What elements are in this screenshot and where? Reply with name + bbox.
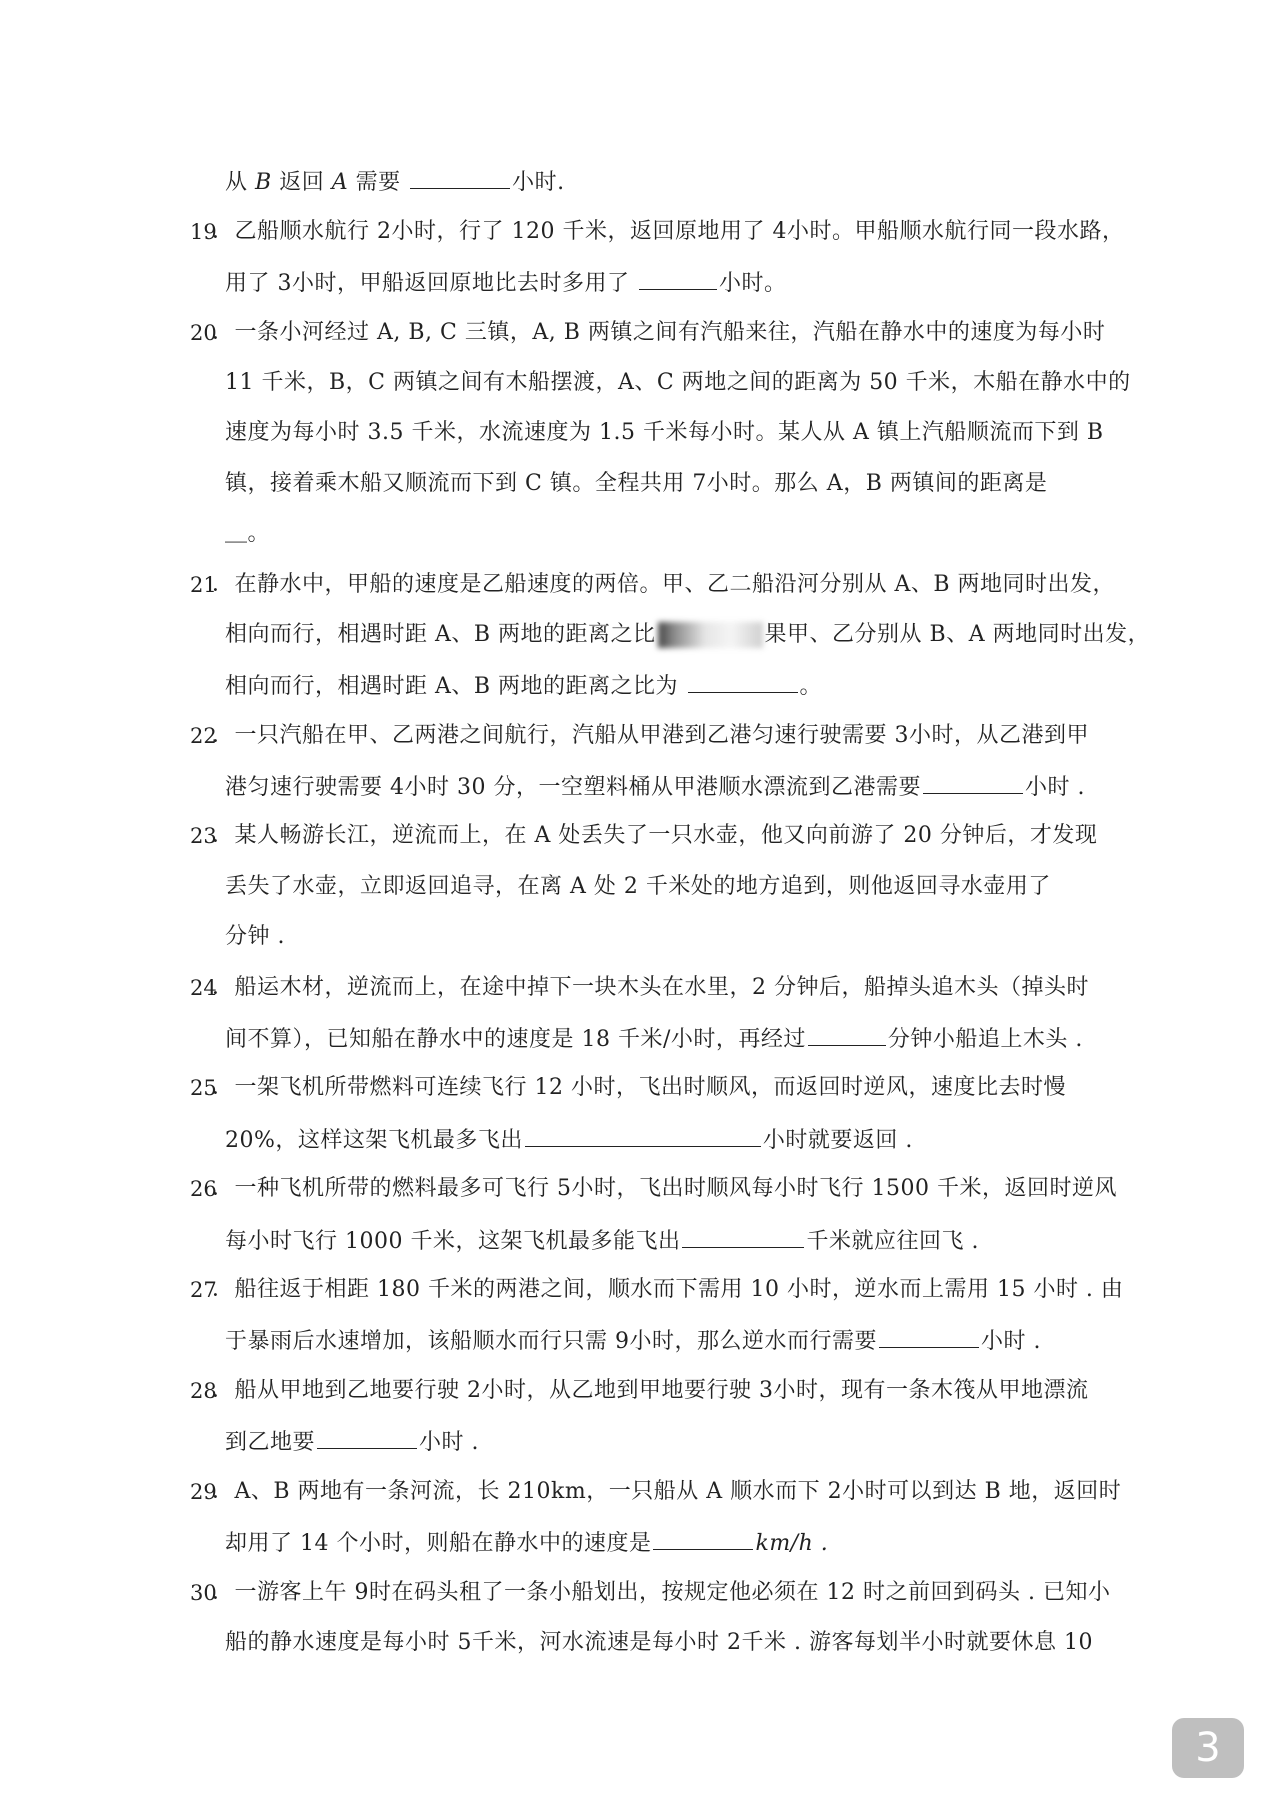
question-number-21: 21 <box>190 573 217 597</box>
text: 用了 3小时，甲船返回原地比去时多用了 <box>225 271 630 296</box>
q27-line-1: ．船往返于相距 180 千米的两港之间，顺水而下需用 10 小时，逆水而上需用 15 小时 . 由 <box>212 1277 1124 1302</box>
q28-line-1: ．船从甲地到乙地要行驶 2小时，从乙地到甲地要行驶 3小时，现有一条木筏从甲地漂流 <box>212 1378 1089 1403</box>
question-number-28: 28 <box>190 1379 217 1403</box>
q20-line-1: ．一条小河经过 A, B, C 三镇，A, B 两镇之间有汽船来往，汽船在静水中的速度为每小时 <box>212 320 1106 345</box>
q30-line-2: 船的静水速度是每小时 5千米，河水流速是每小时 2千米 . 游客每划半小时就要休息 10 <box>225 1630 1093 1655</box>
question-number-19: 19 <box>190 220 217 244</box>
q20-line-4: 镇，接着乘木船又顺流而下到 C 镇。全程共用 7小时。那么 A，B 两镇间的距离是 <box>225 471 1048 496</box>
question-number-20: 20 <box>190 321 217 345</box>
answer-blank[interactable] <box>410 166 510 189</box>
answer-blank[interactable] <box>653 1527 753 1550</box>
text: 小时 . <box>1024 775 1085 800</box>
q25-line-2 <box>225 1124 913 1156</box>
text: 千米就应往回飞 . <box>806 1229 979 1254</box>
text: 却用了 14 个小时，则船在静水中的速度是 <box>225 1531 652 1556</box>
q23-line-2: 丢失了水壶，立即返回追寻，在离 A 处 2 千米处的地方追到，则他返回寻水壶用了 <box>225 874 1051 899</box>
q24-line-2 <box>225 1023 1083 1055</box>
text: 小时 . <box>419 1430 480 1455</box>
text: 果甲、乙分别从 B、A 两地同时出发， <box>764 622 1151 647</box>
text: 小时 . <box>981 1329 1041 1354</box>
text: 返回 <box>279 170 325 195</box>
text: 分钟小船追上木头 . <box>887 1027 1083 1052</box>
page-number-badge[interactable]: 3 <box>1172 1718 1244 1778</box>
text: 间不算），已知船在静水中的速度是 18 千米/小时，再经过 <box>225 1027 806 1052</box>
q20-line-5: ＿。 <box>225 521 271 546</box>
question-number-22: 22 <box>190 724 217 748</box>
q23-line-3: 分钟 . <box>225 924 285 949</box>
question-number-24: 24 <box>190 976 217 1000</box>
text: 从 <box>225 170 248 195</box>
text: 相向而行，相遇时距 A、B 两地的距离之比为 <box>225 674 679 699</box>
q21-line-3 <box>225 670 822 702</box>
text: 相向而行，相遇时距 A、B 两地的距离之比 <box>225 622 656 647</box>
answer-blank[interactable] <box>682 1225 804 1248</box>
answer-blank[interactable] <box>808 1023 886 1046</box>
question-number-23: 23 <box>190 824 217 848</box>
q29-line-1: ．A、B 两地有一条河流，长 210km，一只船从 A 顺水而下 2小时可以到达 B 地，返回时 <box>212 1479 1122 1504</box>
text: 港匀速行驶需要 4小时 30 分，一空塑料桶从甲港顺水漂流到乙港需要 <box>225 775 921 800</box>
q19-line-1: ．乙船顺水航行 2小时，行了 120 千米，返回原地用了 4小时。甲船顺水航行同一段水路， <box>212 219 1125 244</box>
q25-line-1: ．一架飞机所带燃料可连续飞行 12 小时，飞出时顺风，而返回时逆风，速度比去时慢 <box>212 1075 1066 1100</box>
answer-blank[interactable] <box>879 1325 979 1348</box>
answer-blank[interactable] <box>525 1124 761 1147</box>
answer-blank[interactable] <box>317 1426 417 1449</box>
q22-line-1: ．一只汽船在甲、乙两港之间航行，汽船从甲港到乙港匀速行驶需要 3小时，从乙港到甲 <box>212 723 1089 748</box>
text: 小时就要返回 . <box>762 1128 913 1153</box>
q20-line-3: 速度为每小时 3.5 千米，水流速度为 1.5 千米每小时。某人从 A 镇上汽船顺流而下到 B <box>225 420 1104 445</box>
q26-line-2 <box>225 1225 979 1257</box>
text: A <box>331 170 349 195</box>
q26-line-1: ．一种飞机所带的燃料最多可飞行 5小时，飞出时顺风每小时飞行 1500 千米，返回时逆风 <box>212 1176 1117 1201</box>
question-number-25: 25 <box>190 1076 217 1100</box>
q27-line-2 <box>225 1325 1041 1357</box>
text: B <box>255 170 272 195</box>
q29-line-2 <box>225 1527 828 1559</box>
text: 小时. <box>512 170 565 195</box>
q21-line-2 <box>225 620 1150 650</box>
q21-line-1: ．在静水中，甲船的速度是乙船速度的两倍。甲、乙二船沿河分别从 A、B 两地同时出发， <box>212 572 1116 597</box>
q23-line-1: ．某人畅游长江，逆流而上，在 A 处丢失了一只水壶，他又向前游了 20 分钟后，才发现 <box>212 823 1098 848</box>
text: 小时。 <box>719 271 787 296</box>
text: 需要 <box>355 170 401 195</box>
q19-line-2 <box>225 267 787 299</box>
redacted-blur <box>658 622 763 648</box>
question-number-30: 30 <box>190 1581 217 1605</box>
question-number-26: 26 <box>190 1177 217 1201</box>
answer-blank[interactable] <box>639 267 717 290</box>
text: 于暴雨后水速增加，该船顺水而行只需 9小时，那么逆水而行需要 <box>225 1329 877 1354</box>
text: km/h . <box>755 1531 829 1556</box>
answer-blank[interactable] <box>688 670 798 693</box>
q20-line-2: 11 千米，B，C 两镇之间有木船摆渡，A、C 两地之间的距离为 50 千米，木船在静水中的 <box>225 370 1131 395</box>
q28-line-2 <box>225 1426 479 1458</box>
text: 每小时飞行 1000 千米，这架飞机最多能飞出 <box>225 1229 681 1254</box>
answer-blank[interactable] <box>923 771 1023 794</box>
question-number-29: 29 <box>190 1480 217 1504</box>
question-number-27: 27 <box>190 1278 217 1302</box>
q24-line-1: ．船运木材，逆流而上，在途中掉下一块木头在水里，2 分钟后，船掉头追木头（掉头时 <box>212 975 1089 1000</box>
text: 到乙地要 <box>225 1430 316 1455</box>
text: 20%，这样这架飞机最多飞出 <box>225 1128 523 1153</box>
q22-line-2 <box>225 771 1085 803</box>
q30-line-1: ．一游客上午 9时在码头租了一条小船划出，按规定他必须在 12 时之前回到码头 . 已知小 <box>212 1580 1111 1605</box>
q18-continuation <box>225 166 565 198</box>
text: 。 <box>799 674 823 699</box>
